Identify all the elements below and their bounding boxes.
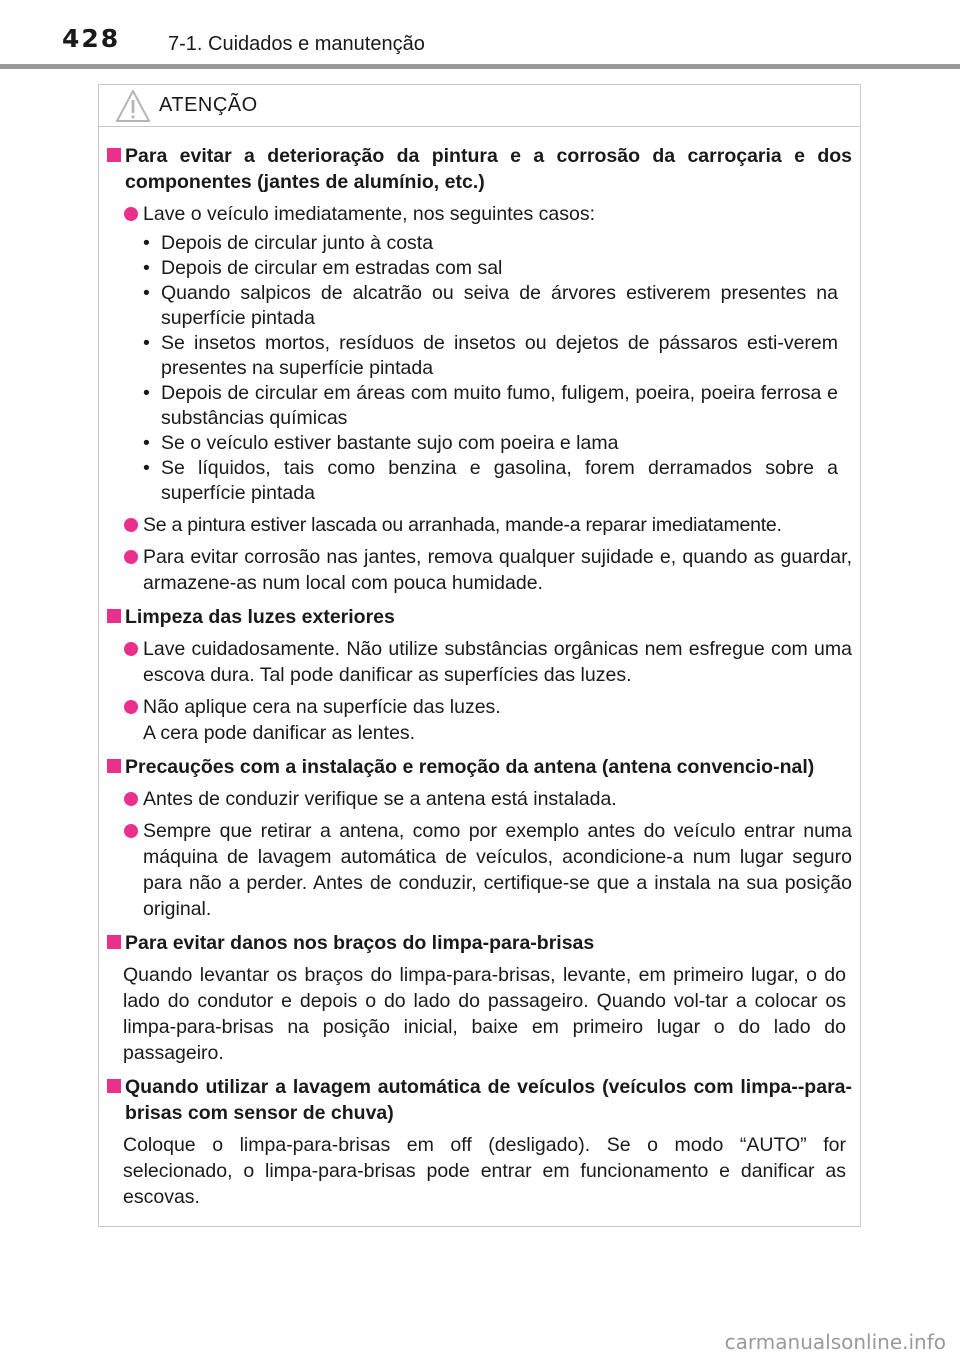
round-bullet-icon: [124, 550, 138, 564]
square-bullet-icon: [107, 609, 121, 623]
round-bullet-icon: [124, 792, 138, 806]
list-item: Antes de conduzir verifique se a antena está instalada.: [99, 786, 860, 812]
list-item: Lave o veículo imediatamente, nos seguintes casos: • Depois de circular junto à costa • Depois de circular em estradas com sal • Quando salpicos de alcatrão ou seiva de árvores estiverem presentes na superfície pintada • Se insetos mortos, resíduos de insetos ou dejetos de pássaros esti-verem presentes na superfície pintada • Depois de circular em áreas com muito fumo, fuligem, poeira, poeira ferrosa e substâncias químicas • Se o veículo estiver bastante sujo com poeira e lama • Se líquidos, tais como benzina e gasolina, forem derramados sobre a superfície pintada: [99, 201, 860, 506]
section-heading: Para evitar danos nos braços do limpa-para-brisas: [99, 930, 860, 956]
section-heading: Precauções com a instalação e remoção da antena (antena convencio-nal): [99, 754, 860, 780]
caution-title: ATENÇÃO: [159, 94, 258, 116]
list-item: Sempre que retirar a antena, como por exemplo antes do veículo entrar numa máquina de lavagem automática de veículos, acondicione-a num lugar seguro para não a perder. Antes de conduzir, certifique-se que a instala na sua posição original.: [99, 818, 860, 922]
round-bullet-icon: [124, 642, 138, 656]
list-item: Para evitar corrosão nas jantes, remova qualquer sujidade e, quando as guardar, armazene-as num local com pouca humidade.: [99, 544, 860, 596]
section-wiper-arms: [99, 930, 860, 1066]
header-rule: [0, 64, 960, 69]
list-item: Se a pintura estiver lascada ou arranhada, mande-a reparar imediatamente.: [99, 512, 860, 538]
list-item: Não aplique cera na superfície das luzes. A cera pode danificar as lentes.: [99, 694, 860, 746]
square-bullet-icon: [107, 148, 121, 162]
sub-list-item: • Se insetos mortos, resíduos de insetos ou dejetos de pássaros esti-verem presentes na superfície pintada: [99, 331, 852, 381]
section-exterior-lights: [99, 604, 860, 746]
caution-box-header: [99, 85, 860, 127]
list-item: Lave cuidadosamente. Não utilize substâncias orgânicas nem esfregue com uma escova dura. Tal pode danificar as superfícies das luzes.: [99, 636, 860, 688]
page-number: 428: [62, 24, 121, 53]
sub-list-item: • Se o veículo estiver bastante sujo com poeira e lama: [99, 431, 852, 456]
round-bullet-icon: [124, 700, 138, 714]
round-bullet-icon: [124, 824, 138, 838]
section-antenna: [99, 754, 860, 922]
section-heading: Limpeza das luzes exteriores: [99, 604, 860, 630]
sub-list-item: • Se líquidos, tais como benzina e gasolina, forem derramados sobre a superfície pintada: [99, 456, 852, 506]
section-car-wash: [99, 1074, 860, 1210]
page-header: [0, 0, 960, 70]
sub-list-item: • Depois de circular junto à costa: [99, 231, 852, 256]
sub-list: [99, 231, 852, 506]
round-bullet-icon: [124, 518, 138, 532]
section-paragraph: Quando levantar os braços do limpa-para-brisas, levante, em primeiro lugar, o do lado do condutor e depois o do lado do passageiro. Quando vol-tar a colocar os limpa-para-brisas na posição inicial, baixe em primeiro lugar o do lado do passageiro.: [123, 964, 846, 1064]
section-heading: Quando utilizar a lavagem automática de veículos (veículos com limpa--para-brisas com sensor de chuva): [99, 1074, 860, 1126]
watermark: carmanualsonline.info: [724, 1330, 946, 1354]
section-paint-corrosion: [99, 143, 860, 596]
caution-content: [99, 143, 860, 1218]
square-bullet-icon: [107, 935, 121, 949]
section-paragraph: Coloque o limpa-para-brisas em off (desligado). Se o modo “AUTO” for selecionado, o limpa-para-brisas pode entrar em funcionamento e danificar as escovas.: [123, 1134, 846, 1208]
section-heading: Para evitar a deterioração da pintura e a corrosão da carroçaria e dos componentes (jantes de alumínio, etc.): [99, 143, 860, 195]
section-title: 7-1. Cuidados e manutenção: [168, 33, 425, 55]
sub-list-item: • Depois de circular em estradas com sal: [99, 256, 852, 281]
warning-triangle-icon: [115, 89, 151, 123]
sub-list-item: • Depois de circular em áreas com muito fumo, fuligem, poeira, poeira ferrosa e substâncias químicas: [99, 381, 852, 431]
square-bullet-icon: [107, 759, 121, 773]
sub-list-item: • Quando salpicos de alcatrão ou seiva de árvores estiverem presentes na superfície pintada: [99, 281, 852, 331]
caution-box: [98, 84, 861, 1227]
square-bullet-icon: [107, 1079, 121, 1093]
round-bullet-icon: [124, 207, 138, 221]
